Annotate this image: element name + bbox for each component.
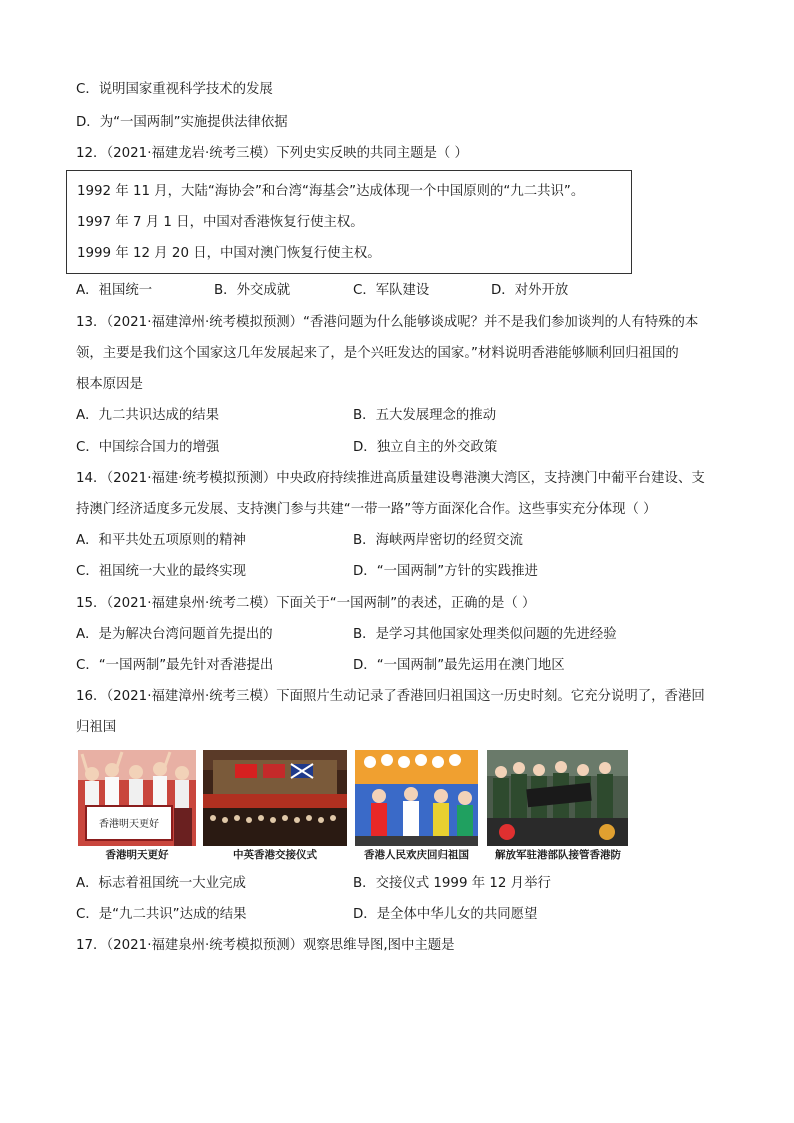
photo-caption-2: 中英香港交接仪式 [233, 849, 317, 861]
photo-hk-better-tomorrow [78, 750, 196, 846]
photo-handover-ceremony [203, 750, 347, 846]
q12-box-line-3: 1999 年 12 月 20 日，中国对澳门恢复行使主权。 [77, 246, 381, 261]
photo-caption-1: 香港明天更好 [105, 849, 169, 861]
q14-option-a: A．和平共处五项原则的精神 [76, 533, 246, 548]
q15-option-b: B．是学习其他国家处理类似问题的先进经验 [353, 627, 617, 642]
q13-stem-line-3: 根本原因是 [76, 377, 143, 392]
option-d-prev: D．为“一国两制”实施提供法律依据 [76, 115, 288, 130]
q13-stem-line-1: 13．（2021·福建漳州·统考模拟预测）“香港问题为什么能够谈成呢？并不是我们参加谈判的人有特殊的本 [76, 315, 699, 330]
option-c-prev: C．说明国家重视科学技术的发展 [76, 82, 273, 97]
q16-option-a: A．标志着祖国统一大业完成 [76, 876, 246, 891]
q16-stem-line-1: 16．（2021·福建漳州·统考三模）下面照片生动记录了香港回归祖国这一历史时刻。它充分说明了，香港回 [76, 689, 705, 704]
photo-hk-people-celebrate [355, 750, 478, 846]
q14-option-d: D．“一国两制”方针的实践推进 [353, 564, 538, 579]
q13-option-c: C．中国综合国力的增强 [76, 440, 220, 455]
q12-option-b: B．外交成就 [214, 283, 291, 298]
q16-stem-line-2: 归祖国 [76, 720, 117, 735]
q12-stem: 12．（2021·福建龙岩·统考三模）下列史实反映的共同主题是（ ） [76, 146, 468, 161]
q16-option-b: B．交接仪式 1999 年 12 月举行 [353, 876, 551, 891]
q14-option-b: B．海峡两岸密切的经贸交流 [353, 533, 523, 548]
q17-stem: 17．（2021·福建泉州·统考模拟预测）观察思维导图,图中主题是 [76, 938, 455, 953]
q12-material-box [66, 170, 632, 274]
q12-box-line-2: 1997 年 7 月 1 日，中国对香港恢复行使主权。 [77, 215, 364, 230]
q16-option-c: C．是“九二共识”达成的结果 [76, 907, 247, 922]
q13-option-b: B．五大发展理念的推动 [353, 408, 497, 423]
q14-option-c: C．祖国统一大业的最终实现 [76, 564, 247, 579]
q14-stem-line-2: 持澳门经济适度多元发展、支持澳门参与共建“一带一路”等方面深化合作。这些事实充分体现（ ） [76, 502, 657, 517]
q13-stem-line-2: 领，主要是我们这个国家这几年发展起来了，是个兴旺发达的国家。”材料说明香港能够顺利回归祖国的 [76, 346, 679, 361]
q12-option-a: A．祖国统一 [76, 283, 153, 298]
banner-text: 香港明天更好 [99, 819, 159, 830]
q15-option-c: C．“一国两制”最先针对香港提出 [76, 658, 274, 673]
q16-option-d: D．是全体中华儿女的共同愿望 [353, 907, 538, 922]
q13-option-a: A．九二共识达成的结果 [76, 408, 220, 423]
q15-option-a: A．是为解决台湾问题首先提出的 [76, 627, 273, 642]
q12-box-line-1: 1992 年 11 月，大陆“海协会”和台湾“海基会”达成体现一个中国原则的“九二共识”。 [77, 184, 585, 199]
q12-option-c: C．军队建设 [353, 283, 430, 298]
q12-option-d: D．对外开放 [491, 283, 569, 298]
photo-pla-garrison [487, 750, 628, 846]
photo-caption-3: 香港人民欢庆回归祖国 [364, 849, 469, 861]
q13-option-d: D．独立自主的外交政策 [353, 440, 498, 455]
photo-caption-4: 解放军驻港部队接管香港防 [495, 849, 621, 861]
q14-stem-line-1: 14．（2021·福建·统考模拟预测）中央政府持续推进高质量建设粤港澳大湾区，支持澳门中葡平台建设、支 [76, 471, 705, 486]
q15-stem: 15．（2021·福建泉州·统考二模）下面关于“一国两制”的表述，正确的是（ ） [76, 596, 536, 611]
q15-option-d: D．“一国两制”最先运用在澳门地区 [353, 658, 565, 673]
